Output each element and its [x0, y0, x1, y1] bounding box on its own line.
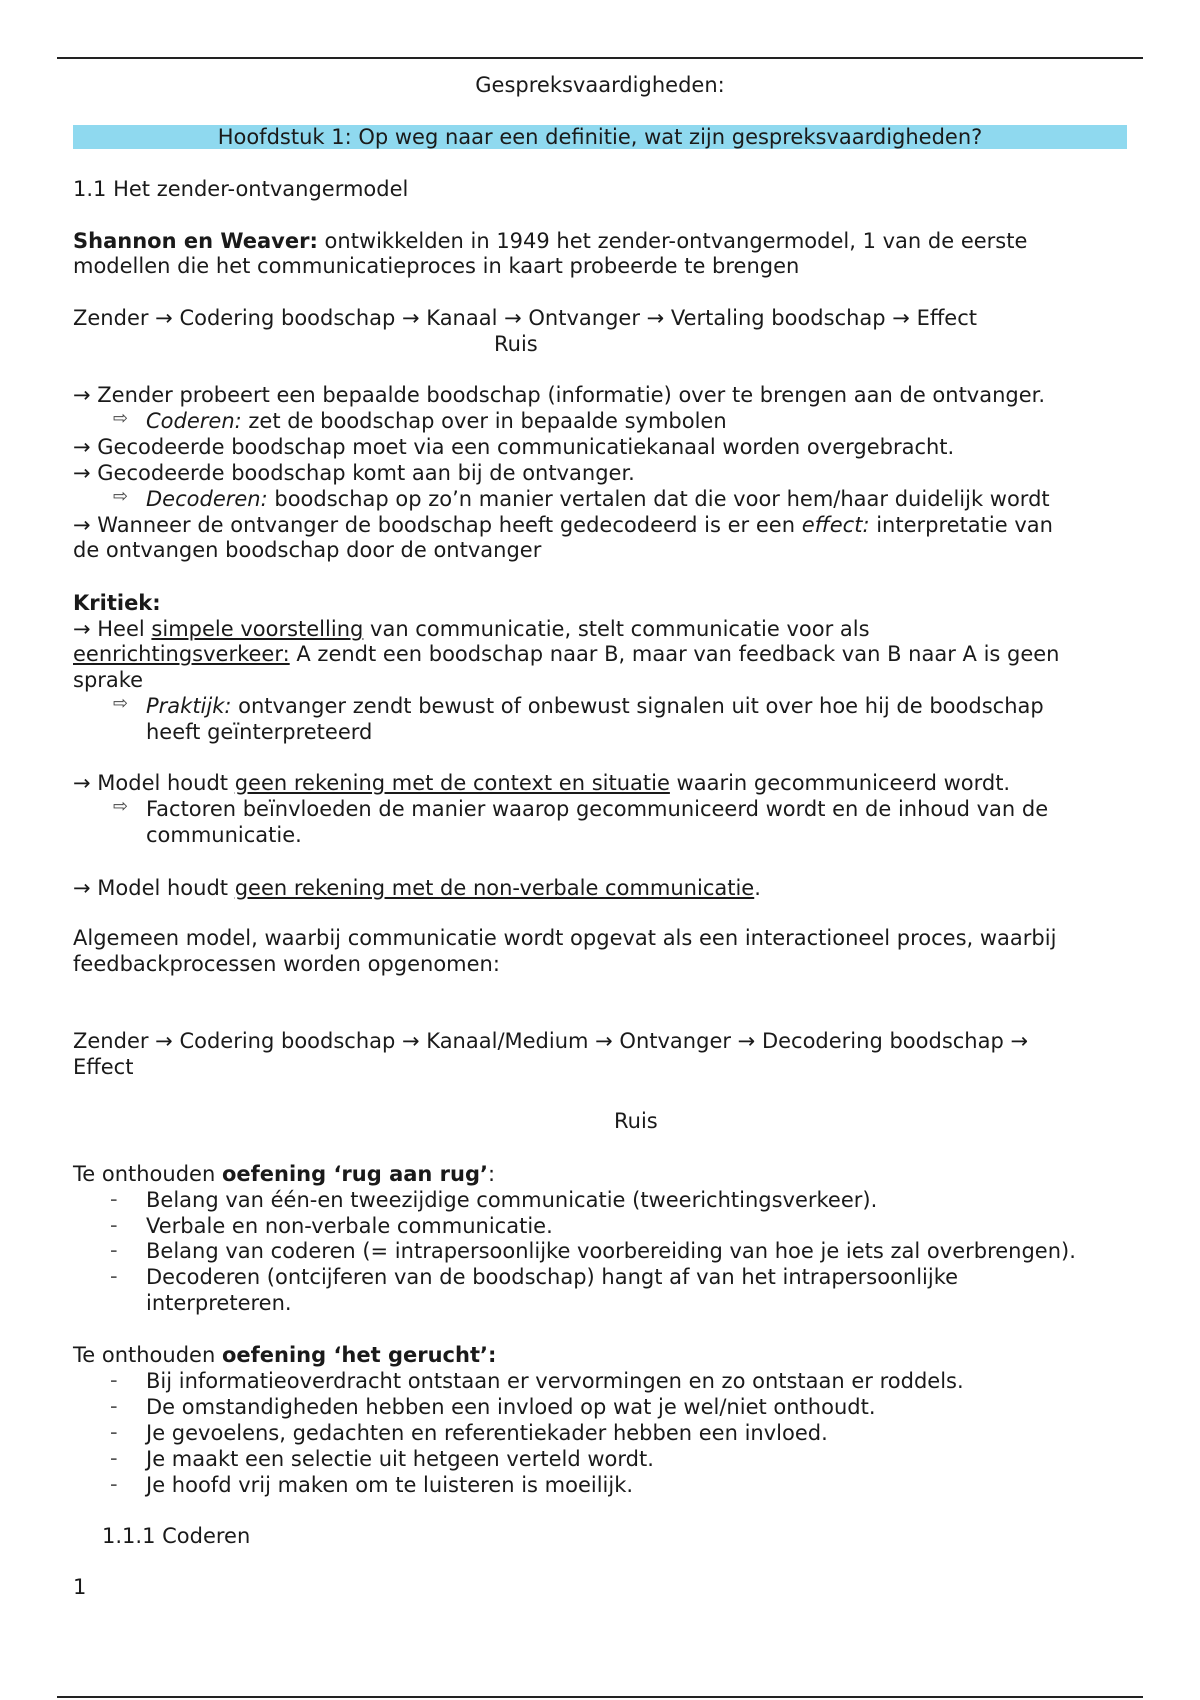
bullet-effect-line2: de ontvangen boodschap door de ontvanger: [73, 538, 542, 562]
sub-arrow-icon: ⇨: [113, 486, 129, 507]
ex2-text-a: Te onthouden: [73, 1343, 222, 1367]
coderen-text: zet de boodschap over in bepaalde symbolen: [241, 409, 727, 433]
kritiek-point-1-line2: [73, 641, 1060, 667]
list-dash: -: [110, 1213, 118, 1237]
kritiek-heading: [73, 590, 161, 616]
ex2-bold: oefening ‘het gerucht’:: [221, 1343, 497, 1367]
kritiek-label: Kritiek:: [73, 591, 161, 615]
sub-bullet-factoren-line2: communicatie.: [146, 823, 302, 847]
page-number: 1: [73, 1575, 87, 1599]
list-item: Belang van één-en tweezijdige communicatie (tweerichtingsverkeer).: [146, 1188, 878, 1212]
k3-text-a: → Model houdt: [73, 876, 235, 900]
sub-bullet-factoren: Factoren beïnvloeden de manier waarop gecommuniceerd wordt en de inhoud van de: [146, 797, 1049, 821]
k2-text-b: waarin gecommuniceerd wordt.: [669, 771, 1011, 795]
decoderen-text: boodschap op zo’n manier vertalen dat die voor hem/haar duidelijk wordt: [267, 487, 1050, 511]
list-item: Decoderen (ontcijferen van de boodschap) hangt af van het intrapersoonlijke: [146, 1265, 959, 1289]
list-item: Je gevoelens, gedachten en referentiekader hebben een invloed.: [146, 1421, 828, 1445]
document-title: Gespreksvaardigheden:: [475, 73, 725, 97]
list-item-continued: interpreteren.: [146, 1291, 292, 1315]
effect-text-b: interpretatie van: [869, 513, 1053, 537]
bullet-effect: [73, 512, 1053, 538]
effect-term: effect:: [801, 513, 870, 537]
shannon-weaver-text: ontwikkelden in 1949 het zender-ontvangermodel, 1 van de eerste: [317, 229, 1028, 253]
sub-bullet-praktijk-line2: heeft geïnterpreteerd: [146, 720, 373, 744]
ex1-text-a: Te onthouden: [73, 1162, 222, 1186]
shannon-weaver-line2: modellen die het communicatieproces in kaart probeerde te brengen: [73, 254, 800, 278]
exercise-het-gerucht-heading: [73, 1342, 496, 1368]
k1-text-a: → Heel: [73, 617, 152, 641]
bullet-zender: → Zender probeert een bepaalde boodschap (informatie) over te brengen aan de ontvanger.: [73, 383, 1046, 407]
coderen-term: Coderen:: [146, 409, 242, 433]
bottom-rule: [57, 1696, 1143, 1698]
general-model-paragraph-line2: feedbackprocessen worden opgenomen:: [73, 952, 500, 976]
k1-underlined: simpele voorstelling: [151, 617, 364, 641]
sub-bullet-decoderen: [146, 486, 1050, 512]
kritiek-point-2: [73, 770, 1010, 796]
shannon-weaver-paragraph: [73, 228, 1027, 254]
decoderen-term: Decoderen:: [146, 487, 268, 511]
k1-text-c: A zendt een boodschap naar B, maar van feedback van B naar A is geen: [289, 642, 1060, 666]
ex1-bold: oefening ‘rug aan rug’: [221, 1162, 488, 1186]
list-dash: -: [110, 1368, 118, 1392]
sub-bullet-coderen: [146, 408, 727, 434]
sub-arrow-icon: ⇨: [113, 796, 129, 817]
list-item: Verbale en non-verbale communicatie.: [146, 1214, 553, 1238]
list-dash: -: [110, 1420, 118, 1444]
list-dash: -: [110, 1187, 118, 1211]
sub-arrow-icon: ⇨: [113, 408, 129, 429]
kritiek-point-3: [73, 875, 761, 901]
chapter-heading: Hoofdstuk 1: Op weg naar een definitie, wat zijn gespreksvaardigheden?: [73, 125, 1127, 149]
ex1-colon: :: [488, 1162, 496, 1186]
top-rule: [57, 57, 1143, 59]
list-dash: -: [110, 1394, 118, 1418]
sub-arrow-icon: ⇨: [113, 693, 129, 714]
list-item: Belang van coderen (= intrapersoonlijke voorbereiding van hoe je iets zal overbrengen).: [146, 1239, 1076, 1263]
bullet-kanaal: → Gecodeerde boodschap moet via een communicatiekanaal worden overgebracht.: [73, 435, 955, 459]
kritiek-point-1: [73, 616, 870, 642]
section-heading: 1.1 Het zender-ontvangermodel: [73, 177, 409, 201]
k1-text-b: van communicatie, stelt communicatie voor als: [363, 617, 870, 641]
model-line-2-continued: Effect: [73, 1055, 134, 1079]
subsection-heading: 1.1.1 Coderen: [102, 1524, 251, 1548]
praktijk-text: ontvanger zendt bewust of onbewust signalen uit over hoe hij de boodschap: [231, 694, 1044, 718]
kritiek-point-1-line3: sprake: [73, 668, 144, 692]
effect-text-a: → Wanneer de ontvanger de boodschap heeft gedecodeerd is er een: [73, 513, 802, 537]
shannon-weaver-label: Shannon en Weaver:: [73, 229, 318, 253]
list-dash: -: [110, 1264, 118, 1288]
ruis-label: Ruis: [494, 332, 538, 356]
list-dash: -: [110, 1446, 118, 1470]
exercise-rug-aan-rug-heading: [73, 1161, 495, 1187]
model-line: Zender → Codering boodschap → Kanaal → Ontvanger → Vertaling boodschap → Effect: [73, 306, 978, 330]
general-model-paragraph: Algemeen model, waarbij communicatie wordt opgevat als een interactioneel proces, waarbij: [73, 926, 1057, 950]
list-dash: -: [110, 1238, 118, 1262]
bullet-ontvanger: → Gecodeerde boodschap komt aan bij de ontvanger.: [73, 461, 635, 485]
ruis-label-2: Ruis: [614, 1109, 658, 1133]
sub-bullet-praktijk: [146, 693, 1044, 719]
k2-underlined: geen rekening met de context en situatie: [234, 771, 670, 795]
k1-underlined-2: eenrichtingsverkeer:: [73, 642, 290, 666]
praktijk-term: Praktijk:: [146, 694, 232, 718]
k3-text-b: .: [754, 876, 761, 900]
list-item: Je hoofd vrij maken om te luisteren is moeilijk.: [146, 1473, 634, 1497]
list-item: De omstandigheden hebben een invloed op wat je wel/niet onthoudt.: [146, 1395, 876, 1419]
list-item: Je maakt een selectie uit hetgeen verteld wordt.: [146, 1447, 654, 1471]
k3-underlined: geen rekening met de non-verbale communicatie: [234, 876, 755, 900]
list-dash: -: [110, 1472, 118, 1496]
model-line-2: Zender → Codering boodschap → Kanaal/Medium → Ontvanger → Decodering boodschap →: [73, 1029, 1029, 1053]
list-item: Bij informatieoverdracht ontstaan er vervormingen en zo ontstaan er roddels.: [146, 1369, 964, 1393]
k2-text-a: → Model houdt: [73, 771, 235, 795]
